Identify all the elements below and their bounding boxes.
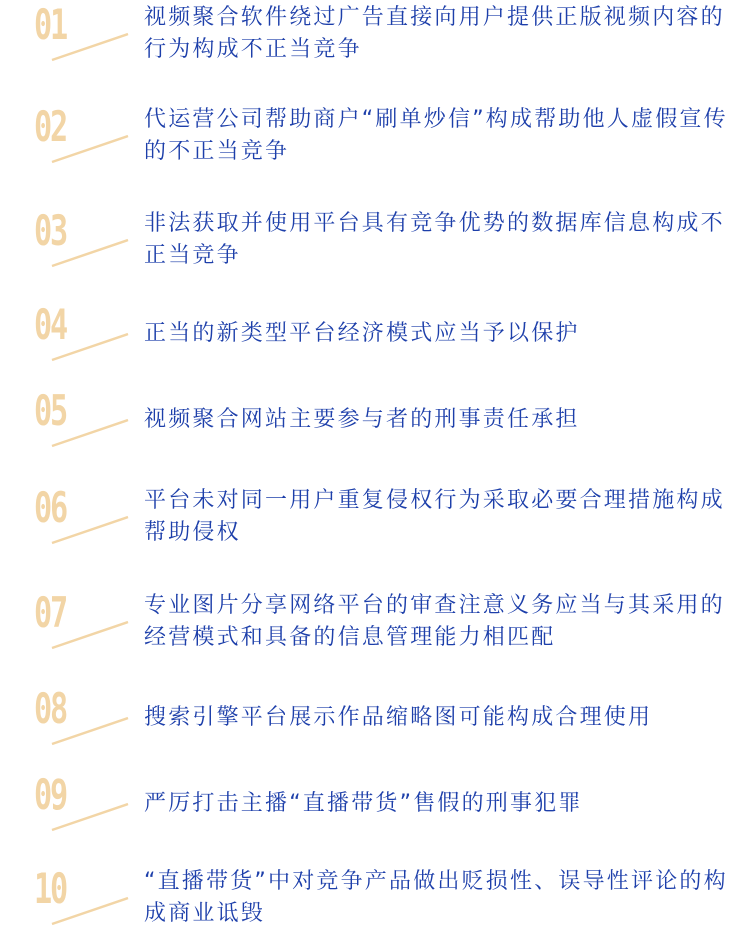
item-number-badge [34, 485, 120, 547]
item-number-badge [34, 208, 120, 270]
slash-decoration-icon [48, 32, 132, 62]
item-number: 01 [34, 0, 67, 49]
slash-decoration-icon [48, 418, 132, 448]
item-number: 09 [34, 770, 67, 819]
item-number-badge [34, 772, 120, 834]
item-number: 08 [34, 684, 67, 733]
item-number: 03 [34, 206, 67, 255]
item-number: 02 [34, 102, 67, 151]
item-number-badge [34, 590, 120, 652]
item-text: 视频聚合网站主要参与者的刑事责任承担 [144, 407, 580, 432]
item-text: 平台未对同一用户重复侵权行为采取必要合理措施构成帮助侵权 [144, 488, 725, 545]
item-number: 05 [34, 386, 67, 435]
item-text: 非法获取并使用平台具有竞争优势的数据库信息构成不正当竞争 [144, 211, 725, 268]
slash-decoration-icon [48, 716, 132, 746]
item-text: 专业图片分享网络平台的审查注意义务应当与其采用的经营模式和具备的信息管理能力相匹配 [144, 593, 725, 650]
slash-decoration-icon [48, 238, 132, 268]
item-text: 正当的新类型平台经济模式应当予以保护 [144, 321, 580, 346]
item-text: 严厉打击主播“直播带货”售假的刑事犯罪 [144, 791, 583, 816]
item-number-badge [34, 686, 120, 748]
item-number-badge [34, 302, 120, 364]
item-number-badge [34, 2, 120, 64]
slash-decoration-icon [48, 515, 132, 545]
item-number: 04 [34, 300, 67, 349]
item-number-badge [34, 388, 120, 450]
item-number: 10 [34, 864, 67, 913]
item-number-badge [34, 104, 120, 166]
item-text: 视频聚合软件绕过广告直接向用户提供正版视频内容的行为构成不正当竞争 [144, 5, 725, 62]
slash-decoration-icon [48, 620, 132, 650]
item-number: 06 [34, 483, 67, 532]
slash-decoration-icon [48, 802, 132, 832]
item-number-badge [34, 866, 120, 928]
item-text: 代运营公司帮助商户“刷单炒信”构成帮助他人虚假宣传的不正当竞争 [144, 107, 728, 164]
item-text: 搜索引擎平台展示作品缩略图可能构成合理使用 [144, 705, 653, 730]
slash-decoration-icon [48, 332, 132, 362]
item-number: 07 [34, 588, 67, 637]
slash-decoration-icon [48, 896, 132, 926]
item-text: “直播带货”中对竞争产品做出贬损性、误导性评论的构成商业诋毁 [144, 869, 728, 926]
slash-decoration-icon [48, 134, 132, 164]
